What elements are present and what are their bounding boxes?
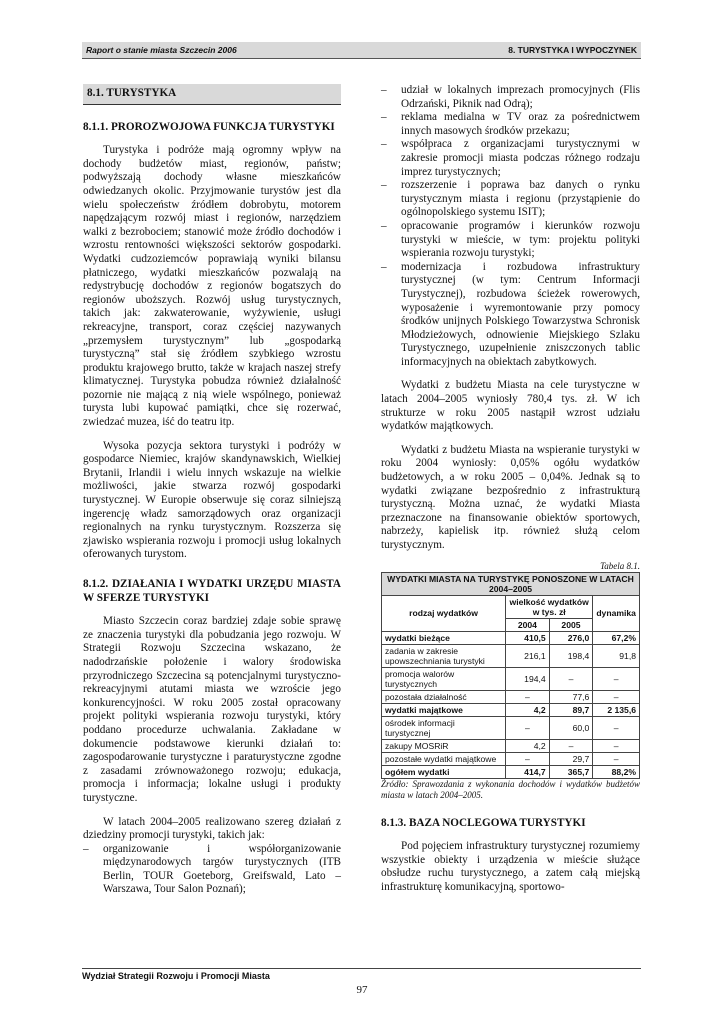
heading-8-1-3: 8.1.3. BAZA NOCLEGOWA TURYSTYKI	[381, 816, 586, 829]
left-column	[83, 84, 341, 897]
table-row: pozostała działalność – 77,6 –	[382, 690, 640, 703]
table-source: Źródło: Sprawozdania z wykonania dochodów i wydatków budżetów miasta w latach 2004–2005.	[381, 778, 640, 800]
paragraph: Wysoka pozycja sektora turystyki i podróży w gospodarce Niemiec, krajów skandynawskich, Wielkiej Brytanii, Irlandii i wielu innych wskazuje na wielkie możliwości, jakie stwarza rozwój gospodarki turystycznej. W Europie obserwuje się coraz silniejszą ingerencję władz samorządowych oraz organizacji regionalnych na rynku turystycznym. Rozszerza się zjawisko wspierania rozwoju i promocji usług lokalnych oferowanych turystom.	[83, 439, 341, 561]
table-row: ogółem wydatki 414,7 365,7 88,2%	[382, 765, 640, 778]
table-row: wydatki bieżące 410,5 276,0 67,2%	[382, 631, 640, 644]
table-row: zadania w zakresie upowszechniania turystyki 216,1 198,4 91,8	[382, 644, 640, 667]
paragraph: Pod pojęciem infrastruktury turystycznej rozumiemy wszystkie obiekty i urządzenia w mieście służące obsłudze ruchu turystycznego, a zatem całą miejską infrastrukturę komunikacyjną, sportowo-	[381, 840, 640, 893]
promotion-list	[83, 843, 341, 897]
column-header: 2005	[549, 618, 593, 631]
paragraph: W latach 2004–2005 realizowano szereg działań z dziedziny promocji turystyki, takich jak:	[83, 815, 341, 842]
list-item: – reklama medialna w TV oraz za pośrednictwem innych masowych środków przekazu;	[381, 111, 640, 137]
column-header: rodzaj wydatków	[382, 595, 506, 631]
table-row: zakupy MOSRiR 4,2 – –	[382, 739, 640, 752]
table-row: pozostałe wydatki majątkowe – 29,7 –	[382, 752, 640, 765]
column-header: wielkość wydatków w tys. zł	[506, 595, 593, 618]
promotion-list-continued	[381, 84, 640, 369]
expenses-table	[381, 572, 640, 779]
list-item: – modernizacja i rozbudowa infrastruktury turystycznej (w tym: Centrum Informacji Turystycznej), rozbudowa ścieżek rowerowych, wyposażenie i wyremontowanie przy pomocy środków unijnych Polskiego Towarzystwa Schronisk Młodzieżowych, odnowienie Miejskiego Szlaku Turystycznego, uzupełnienie zniszczonych tablic informacyjnych na obiektach zabytkowych.	[381, 260, 640, 368]
paragraph: Wydatki z budżetu Miasta na wspieranie turystyki w roku 2004 wyniosły: 0,05% ogółu wydatków budżetowych, a w roku 2005 – 0,04%. Jednak są to wydatki związane bezpośrednio z infrastrukturą turystyczną. Można uznać, że wydatki Miasta przeznaczone na finansowanie obiektów sportowych, nabrzeży, kapielisk itp. również służą celom turystycznym.	[381, 443, 640, 551]
column-header: dynamika	[593, 595, 640, 631]
page-number: 97	[356, 984, 368, 996]
table-caption: Tabela 8.1.	[600, 560, 640, 571]
heading-8-1-1: 8.1.1. PROROZWOJOWA FUNKCJA TURYSTYKI	[83, 120, 335, 133]
list-item: – współpraca z organizacjami turystycznymi w zakresie promocji miasta podczas różnego rodzaju imprez turystycznych;	[381, 138, 640, 178]
report-title: Raport o stanie miasta Szczecin 2006	[86, 45, 237, 55]
section-title: 8.1. TURYSTYKA	[83, 84, 341, 105]
paragraph: Wydatki z budżetu Miasta na cele turystyczne w latach 2004–2005 wyniosły 780,4 tys. zł. W ich strukturze w roku 2005 nastąpił wzrost udziału wydatków majątkowych.	[381, 379, 640, 433]
chapter-title: 8. TURYSTYKA I WYPOCZYNEK	[508, 45, 637, 55]
heading-8-1-2: 8.1.2. DZIAŁANIA I WYDATKI URZĘDU MIASTA W SFERZE TURYSTYKI	[83, 578, 341, 604]
table-row: ośrodek informacji turystycznej – 60,0 –	[382, 716, 640, 739]
paragraph: Turystyka i podróże mają ogromny wpływ na dochody budżetów miast, regionów, państw; podwyższają dochody własne mieszkańców odwiedzanych okolic. Przyjmowanie turystów jest dla wielu społeczeństw źródłem dobrobytu, motorem napędzającym rozwój miast i regionów, narzędziem walki z bezrobociem; stanowić może źródło dochodów i wzrostu rentowności większości sektorów gospodarki. Wydatki cudzoziemców poprawiają wyniki bilansu płatniczego, wydatki mieszkańców pozwalają na redystrybucję dochodów z regionów bogatszych do regionów uboższych. Rozwój usług turystycznych, takich jak: zakwaterowanie, wyżywienie, usługi rekreacyjne, transport, coraz częściej nazywanych „przemysłem turystycznym” lub „gospodarką turystyczną” stał się źródłem szybkiego wzrostu produktu krajowego brutto, także w krajach naszej strefy klimatycznej. Turystyka pobudza również działalność pozornie nie mającą z nią wiele wspólnego, ponieważ turysta lubi kupować pamiątki, chce się rozerwać, zwiedzać muzea, iść do teatru itp.	[83, 144, 341, 429]
paragraph: Miasto Szczecin coraz bardziej zdaje sobie sprawę ze znaczenia turystyki dla pobudzania jego rozwoju. W Strategii Rozwoju Szczecina wskazano, że nadodrzańskie położenie i walory środowiska przyrodniczego Szczecina są potencjalnymi turystyczno-rekreacyjnymi atutami miasta we wzroście jego konkurencyjności. W roku 2005 został opracowany projekt polityki wspierania rozwoju turystyki, który poddano procedurze uchwalania. Zakładane w dokumencie podstawowe kierunki działań to: zagospodarowanie turystyczne i paraturystyczne zgodne z zasadami zrównoważonego rozwoju; edukacja, promocja i informacja; lokalne usługi i produkty turystyczne.	[83, 615, 341, 804]
page-header	[82, 42, 641, 59]
table-row: wydatki majątkowe 4,2 89,7 2 135,6	[382, 703, 640, 716]
list-item: – organizowanie i współorganizowanie międzynarodowych targów turystycznych (ITB Berlin, TOUR Goeteborg, Greifswald, Lato – Warszawa, Tour Salon Poznań);	[83, 842, 341, 896]
table-row: promocja walorów turystycznych 194,4 – –	[382, 667, 640, 690]
list-item: – opracowanie programów i kierunków rozwoju turystyki w mieście, w tym: projektu polityki wspierania rozwoju turystyki;	[381, 219, 640, 260]
table-title: WYDATKI MIASTA NA TURYSTYKĘ PONOSZONE W LATACH 2004–2005	[382, 572, 640, 595]
list-item: – rozszerzenie i poprawa baz danych o rynku turystycznym miasta i regionu (przystąpienie do ogólnopolskiego systemu ISIT);	[381, 179, 640, 219]
column-header: 2004	[506, 618, 550, 631]
page-footer: Wydział Strategii Rozwoju i Promocji Miasta	[82, 968, 641, 981]
right-column	[381, 84, 640, 895]
list-item: – udział w lokalnych imprezach promocyjnych (Flis Odrzański, Piknik nad Odrą);	[381, 84, 640, 110]
